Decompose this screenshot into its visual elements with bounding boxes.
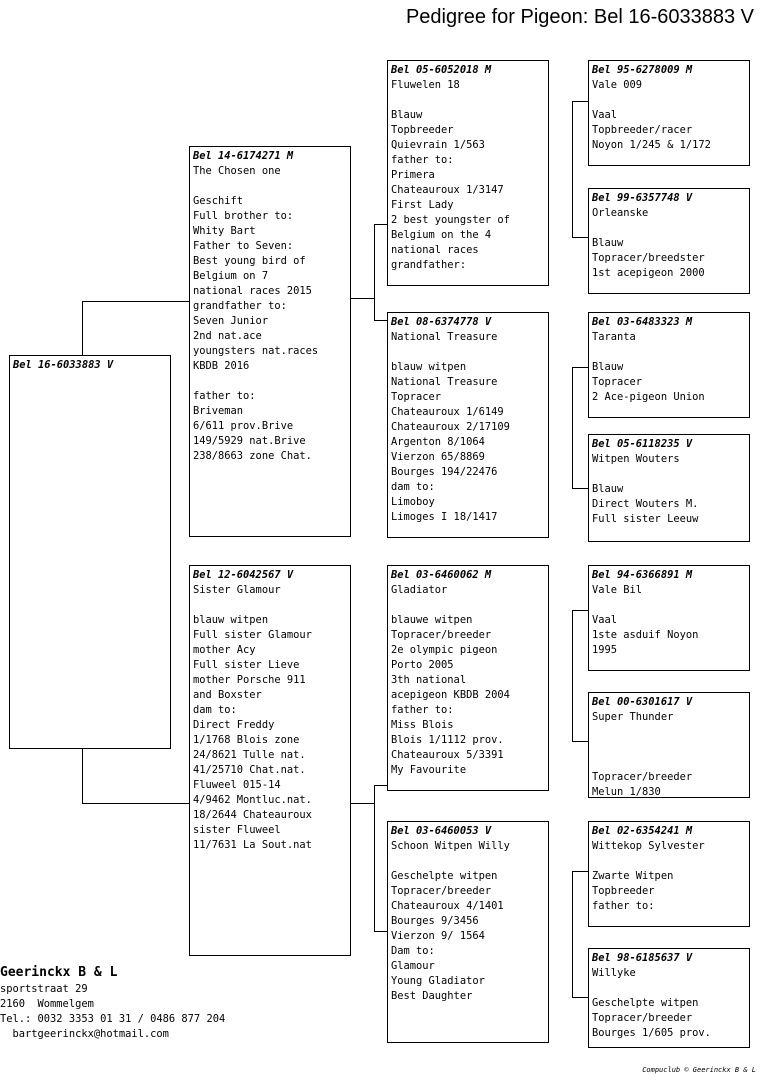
pigeon-info: Vaal 1ste asduif Noyon 1995: [592, 614, 699, 656]
ring-number: Bel 05-6052018 M: [391, 64, 492, 76]
ring-number: Bel 03-6460053 V: [391, 825, 492, 837]
connector: [572, 871, 588, 872]
connector: [572, 488, 588, 489]
connector: [350, 298, 374, 299]
pigeon-info: Blauw Topracer/breedster 1st acepigeon 2000: [592, 237, 705, 279]
connector: [572, 237, 588, 238]
pigeon-info: Zwarte Witpen Topbreeder father to:: [592, 870, 674, 912]
connector: [374, 320, 388, 321]
pigeon-name: Fluwelen 18: [391, 79, 460, 91]
connector: [374, 224, 388, 225]
great-grandparent-card[interactable]: [588, 60, 750, 166]
ring-number: Bel 98-6185637 V: [592, 952, 693, 964]
pigeon-info: Blauw Topbreeder Quievrain 1/563 father to: Primera Chateauroux 1/3147 First Lady 2 best youngster of Belgium on the 4 national races grandfather:: [391, 109, 510, 271]
connector: [374, 785, 388, 786]
great-grandparent-card[interactable]: [588, 312, 750, 418]
pigeon-info: Blauw Topracer 2 Ace-pigeon Union: [592, 361, 705, 403]
connector: [374, 224, 375, 320]
grandparent-card[interactable]: [387, 312, 549, 538]
ring-number: Bel 03-6483323 M: [592, 316, 693, 328]
breeder-email[interactable]: bartgeerinckx@hotmail.com: [0, 1028, 169, 1040]
breeder-city: 2160 Wommelgem: [0, 998, 94, 1010]
subject-card[interactable]: [9, 355, 171, 749]
sire-card[interactable]: [189, 146, 351, 537]
pigeon-info: Geschift Full brother to: Whity Bart Father to Seven: Best young bird of Belgium on 7 national races 2015 grandfather to: Seven Junior 2nd nat.ace youngsters nat.races KBDB 2016 father to: Briveman 6/611 prov.Brive 149/5929 nat.Brive 238/8663 zone Chat.: [193, 195, 319, 462]
great-grandparent-card[interactable]: [588, 434, 750, 542]
pigeon-info: blauw witpen National Treasure Topracer Chateauroux 1/6149 Chateauroux 2/17109 Argenton 8/1064 Vierzon 65/8869 Bourges 194/22476 dam to: Limoboy Limoges I 18/1417: [391, 361, 510, 523]
ring-number: Bel 99-6357748 V: [592, 192, 693, 204]
pigeon-name: Schoon Witpen Willy: [391, 840, 510, 852]
ring-number: Bel 14-6174271 M: [193, 150, 294, 162]
dam-card[interactable]: [189, 565, 351, 956]
connector: [350, 803, 374, 804]
pigeon-info: Geschelpte witpen Topracer/breeder Chateauroux 4/1401 Bourges 9/3456 Vierzon 9/ 1564 Dam to: Glamour Young Gladiator Best Daughter: [391, 870, 504, 1002]
pigeon-name: Witpen Wouters: [592, 453, 680, 465]
connector: [572, 610, 588, 611]
breeder-phone: Tel.: 0032 3353 01 31 / 0486 877 204: [0, 1013, 226, 1025]
pigeon-name: Sister Glamour: [193, 584, 281, 596]
ring-number: Bel 16-6033883 V: [13, 359, 114, 371]
ring-number: Bel 03-6460062 M: [391, 569, 492, 581]
ring-number: Bel 95-6278009 M: [592, 64, 693, 76]
grandparent-card[interactable]: [387, 60, 549, 286]
pigeon-info: Topracer/breeder Melun 1/830: [592, 771, 693, 798]
pigeon-name: Super Thunder: [592, 711, 674, 723]
connector: [572, 101, 573, 237]
breeder-street: sportstraat 29: [0, 983, 88, 995]
connector: [572, 997, 588, 998]
connector: [82, 803, 190, 804]
ring-number: Bel 05-6118235 V: [592, 438, 693, 450]
pigeon-name: Vale Bil: [592, 584, 643, 596]
pigeon-name: Willyke: [592, 967, 636, 979]
breeder-name: Geerinckx B & L: [0, 965, 118, 980]
pigeon-info: Vaal Topbreeder/racer Noyon 1/245 & 1/172: [592, 109, 711, 151]
great-grandparent-card[interactable]: [588, 692, 750, 798]
pigeon-name: National Treasure: [391, 331, 498, 343]
pigeon-name: Vale 009: [592, 79, 643, 91]
ring-number: Bel 00-6301617 V: [592, 696, 693, 708]
connector: [572, 610, 573, 741]
connector: [374, 931, 388, 932]
connector: [82, 301, 83, 357]
great-grandparent-card[interactable]: [588, 188, 750, 294]
connector: [374, 785, 375, 931]
ring-number: Bel 02-6354241 M: [592, 825, 693, 837]
connector: [82, 748, 83, 803]
breeder-info: [0, 964, 225, 1042]
pigeon-name: Orleanske: [592, 207, 649, 219]
connector: [572, 741, 588, 742]
page-title: Pedigree for Pigeon: Bel 16-6033883 V: [405, 6, 754, 28]
connector: [572, 101, 588, 102]
grandparent-card[interactable]: [387, 821, 549, 1043]
footer-credit: Compuclub © Geerinckx B & L: [642, 1066, 756, 1074]
pigeon-info: Geschelpte witpen Topracer/breeder Bourges 1/605 prov.: [592, 997, 711, 1039]
ring-number: Bel 08-6374778 V: [391, 316, 492, 328]
great-grandparent-card[interactable]: [588, 948, 750, 1048]
pigeon-info: Blauw Direct Wouters M. Full sister Leeuw: [592, 483, 699, 525]
ring-number: Bel 94-6366891 M: [592, 569, 693, 581]
grandparent-card[interactable]: [387, 565, 549, 791]
ring-number: Bel 12-6042567 V: [193, 569, 294, 581]
great-grandparent-card[interactable]: [588, 821, 750, 927]
connector: [82, 301, 190, 302]
pigeon-name: Gladiator: [391, 584, 448, 596]
connector: [572, 367, 588, 368]
pigeon-info: blauw witpen Full sister Glamour mother Acy Full sister Lieve mother Porsche 911 and Boxster dam to: Direct Freddy 1/1768 Blois zone 24/8621 Tulle nat. 41/25710 Chat.nat. Fluweel 015-14 4/9462 Montluc.nat. 18/2644 Chateauroux sister Fluweel 11/7631 La Sout.nat: [193, 614, 312, 851]
pigeon-name: Wittekop Sylvester: [592, 840, 705, 852]
pigeon-name: The Chosen one: [193, 165, 281, 177]
pigeon-info: blauwe witpen Topracer/breeder 2e olympic pigeon Porto 2005 3th national acepigeon KBDB 2004 father to: Miss Blois Blois 1/1112 prov. Chateauroux 5/3391 My Favourite: [391, 614, 510, 776]
connector: [572, 367, 573, 488]
connector: [572, 871, 573, 997]
pigeon-name: Taranta: [592, 331, 636, 343]
great-grandparent-card[interactable]: [588, 565, 750, 671]
